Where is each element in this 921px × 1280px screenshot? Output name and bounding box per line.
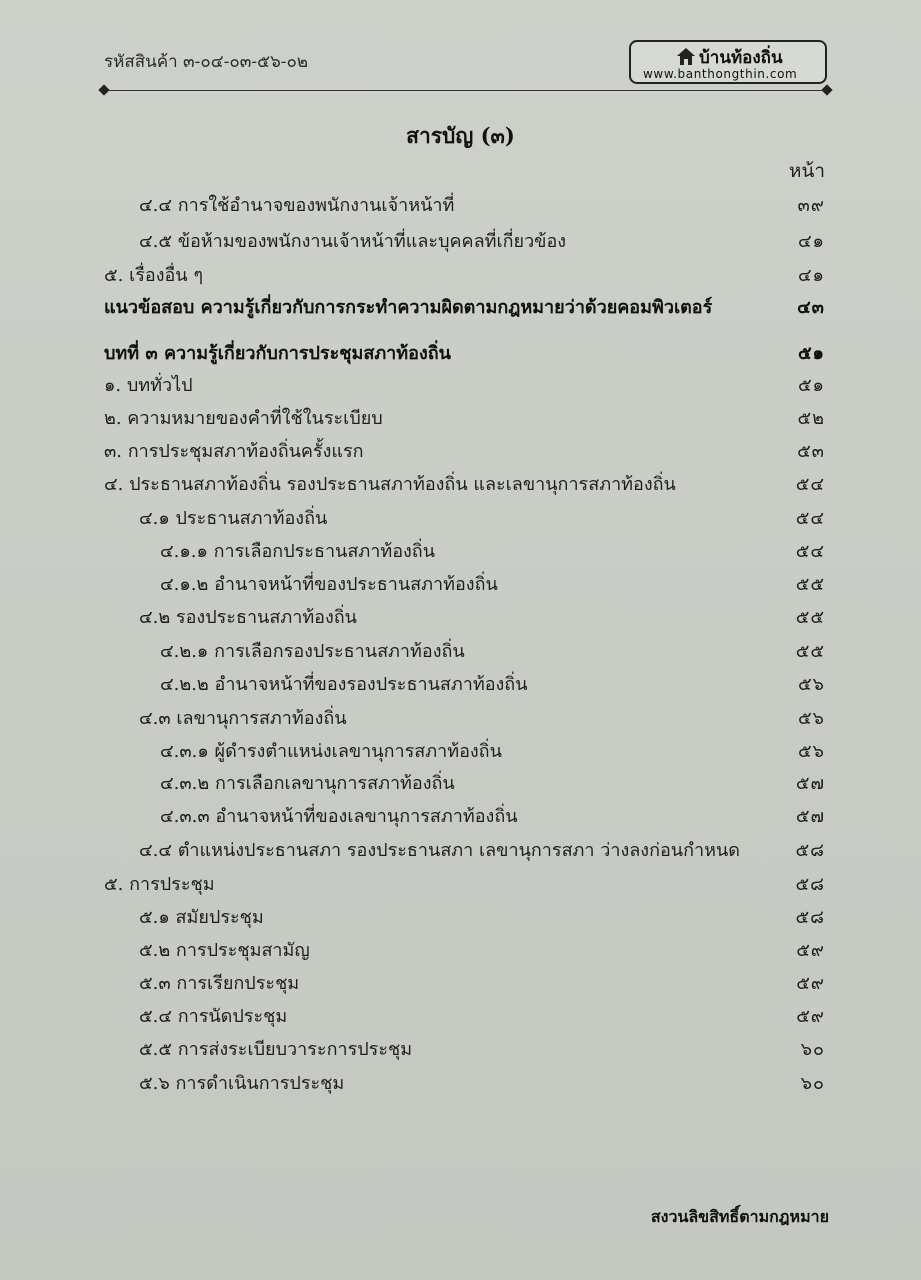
toc-entry <box>0 1068 921 1098</box>
toc-entry-page: ๕๔ <box>795 541 825 562</box>
toc-entry-label: ๔.๓.๑ ผู้ดำรงตำแหน่งเลขานุการสภาท้องถิ่น <box>160 741 502 762</box>
toc-entry-page: ๓๙ <box>797 195 825 216</box>
toc-entry <box>0 669 921 699</box>
toc-entry-page: ๕๓ <box>797 441 825 462</box>
toc-entry-label: ๕.๕ การส่งระเบียบวาระการประชุม <box>139 1039 413 1060</box>
page-title: สารบัญ (๓) <box>406 123 515 148</box>
toc-entry-page: ๕๙ <box>796 973 825 994</box>
brand-logo <box>629 40 827 84</box>
toc-entry-page: ๕๙ <box>796 1006 825 1027</box>
toc-entry <box>0 869 921 899</box>
header-divider <box>104 90 828 91</box>
toc-entry-page: ๕๘ <box>795 874 825 895</box>
copyright-footer: สงวนลิขสิทธิ์ตามกฎหมาย <box>650 1207 829 1226</box>
toc-entry-page: ๔๑ <box>797 231 825 252</box>
toc-entry-page: ๔๑ <box>797 265 825 286</box>
product-code: รหัสสินค้า ๓-๐๔-๐๓-๕๖-๐๒ <box>104 52 309 72</box>
toc-entry-label: ๔. ประธานสภาท้องถิ่น รองประธานสภาท้องถิ่น และเลขานุการสภาท้องถิ่น <box>104 474 676 495</box>
toc-entry-label: ๔.๑ ประธานสภาท้องถิ่น <box>139 508 328 529</box>
toc-entry-page: ๕๕ <box>795 607 825 628</box>
toc-entry-page: ๕๘ <box>795 907 825 928</box>
toc-entry-label: ๕.๒ การประชุมสามัญ <box>139 940 310 961</box>
toc-entry-label: ๔.๕ ข้อห้ามของพนักงานเจ้าหน้าที่และบุคคลที่เกี่ยวข้อง <box>139 231 567 252</box>
toc-entry-page: ๕๗ <box>795 773 825 794</box>
toc-entry <box>0 190 921 220</box>
toc-entry-label: ๔.๓.๒ การเลือกเลขานุการสภาท้องถิ่น <box>160 773 455 794</box>
toc-entry <box>0 1034 921 1064</box>
toc-entry <box>0 436 921 466</box>
toc-entry-page: ๖๐ <box>800 1073 825 1094</box>
toc-entry <box>0 226 921 256</box>
toc-entry-page: ๖๐ <box>800 1039 825 1060</box>
toc-entry <box>0 801 921 831</box>
toc-entry-page: ๔๓ <box>797 297 825 318</box>
toc-entry <box>0 602 921 632</box>
toc-entry-label: แนวข้อสอบ ความรู้เกี่ยวกับการกระทำความผิดตามกฎหมายว่าด้วยคอมพิวเตอร์ <box>104 297 713 318</box>
toc-entry <box>0 469 921 499</box>
toc-entry-page: ๕๑ <box>797 375 825 396</box>
toc-entry-label: ๔.๔ ตำแหน่งประธานสภา รองประธานสภา เลขานุการสภา ว่างลงก่อนกำหนด <box>139 840 740 861</box>
toc-entry-label: ๕.๓ การเรียกประชุม <box>139 973 300 994</box>
toc-entry-label: ๔.๒.๒ อำนาจหน้าที่ของรองประธานสภาท้องถิ่น <box>160 674 528 695</box>
toc-entry-page: ๕๖ <box>797 674 825 695</box>
divider-right-ornament <box>821 84 832 95</box>
toc-entry <box>0 292 921 322</box>
toc-entry-label: ๕. เรื่องอื่น ๆ <box>104 265 203 286</box>
toc-entry <box>0 338 921 368</box>
divider-left-ornament <box>98 84 109 95</box>
toc-entry-page: ๕๗ <box>795 806 825 827</box>
toc-entry-label: ๔.๔ การใช้อำนาจของพนักงานเจ้าหน้าที่ <box>139 195 455 216</box>
toc-entry-label: ๔.๓ เลขานุการสภาท้องถิ่น <box>139 708 347 729</box>
toc-entry-page: ๕๒ <box>797 408 825 429</box>
toc-entry-page: ๕๖ <box>797 708 825 729</box>
toc-entry <box>0 768 921 798</box>
toc-entry <box>0 968 921 998</box>
page-number-column-header: หน้า <box>788 160 825 182</box>
toc-entry <box>0 935 921 965</box>
toc-entry-label: ๑. บททั่วไป <box>104 375 193 396</box>
toc-entry-page: ๕๙ <box>796 940 825 961</box>
toc-entry-label: ๕.๑ สมัยประชุม <box>139 907 264 928</box>
logo-brand-text: บ้านท้องถิ่น <box>699 48 783 68</box>
toc-entry-page: ๕๑ <box>797 343 825 364</box>
toc-entry-page: ๕๔ <box>795 474 825 495</box>
toc-entry <box>0 370 921 400</box>
toc-entry <box>0 703 921 733</box>
toc-entry <box>0 835 921 865</box>
toc-entry-page: ๕๕ <box>795 574 825 595</box>
toc-entry <box>0 260 921 290</box>
toc-entry <box>0 1001 921 1031</box>
toc-entry <box>0 403 921 433</box>
toc-entry-label: ๔.๒.๑ การเลือกรองประธานสภาท้องถิ่น <box>160 641 465 662</box>
toc-entry-label: ๔.๑.๑ การเลือกประธานสภาท้องถิ่น <box>160 541 435 562</box>
toc-entry-label: ๔.๑.๒ อำนาจหน้าที่ของประธานสภาท้องถิ่น <box>160 574 498 595</box>
toc-entry-label: ๓. การประชุมสภาท้องถิ่นครั้งแรก <box>104 441 364 462</box>
logo-url-text: www.banthongthin.com <box>643 67 798 81</box>
toc-entry <box>0 736 921 766</box>
toc-entry-label: ๒. ความหมายของคำที่ใช้ในระเบียบ <box>104 408 383 429</box>
house-logo-icon <box>675 46 697 66</box>
toc-entry-label: ๔.๒ รองประธานสภาท้องถิ่น <box>139 607 357 628</box>
toc-entry <box>0 536 921 566</box>
toc-entry <box>0 902 921 932</box>
toc-entry-label: ๕.๖ การดำเนินการประชุม <box>139 1073 345 1094</box>
toc-entry-label: ๕. การประชุม <box>104 874 215 895</box>
toc-entry <box>0 569 921 599</box>
toc-entry <box>0 503 921 533</box>
toc-entry-page: ๕๔ <box>795 508 825 529</box>
toc-entry-label: ๔.๓.๓ อำนาจหน้าที่ของเลขานุการสภาท้องถิ่น <box>160 806 518 827</box>
toc-entry-page: ๕๖ <box>797 741 825 762</box>
toc-entry-page: ๕๘ <box>795 840 825 861</box>
toc-entry-page: ๕๕ <box>795 641 825 662</box>
toc-entry-label: ๕.๔ การนัดประชุม <box>139 1006 288 1027</box>
toc-entry <box>0 636 921 666</box>
toc-entry-label: บทที่ ๓ ความรู้เกี่ยวกับการประชุมสภาท้องถิ่น <box>104 343 451 364</box>
